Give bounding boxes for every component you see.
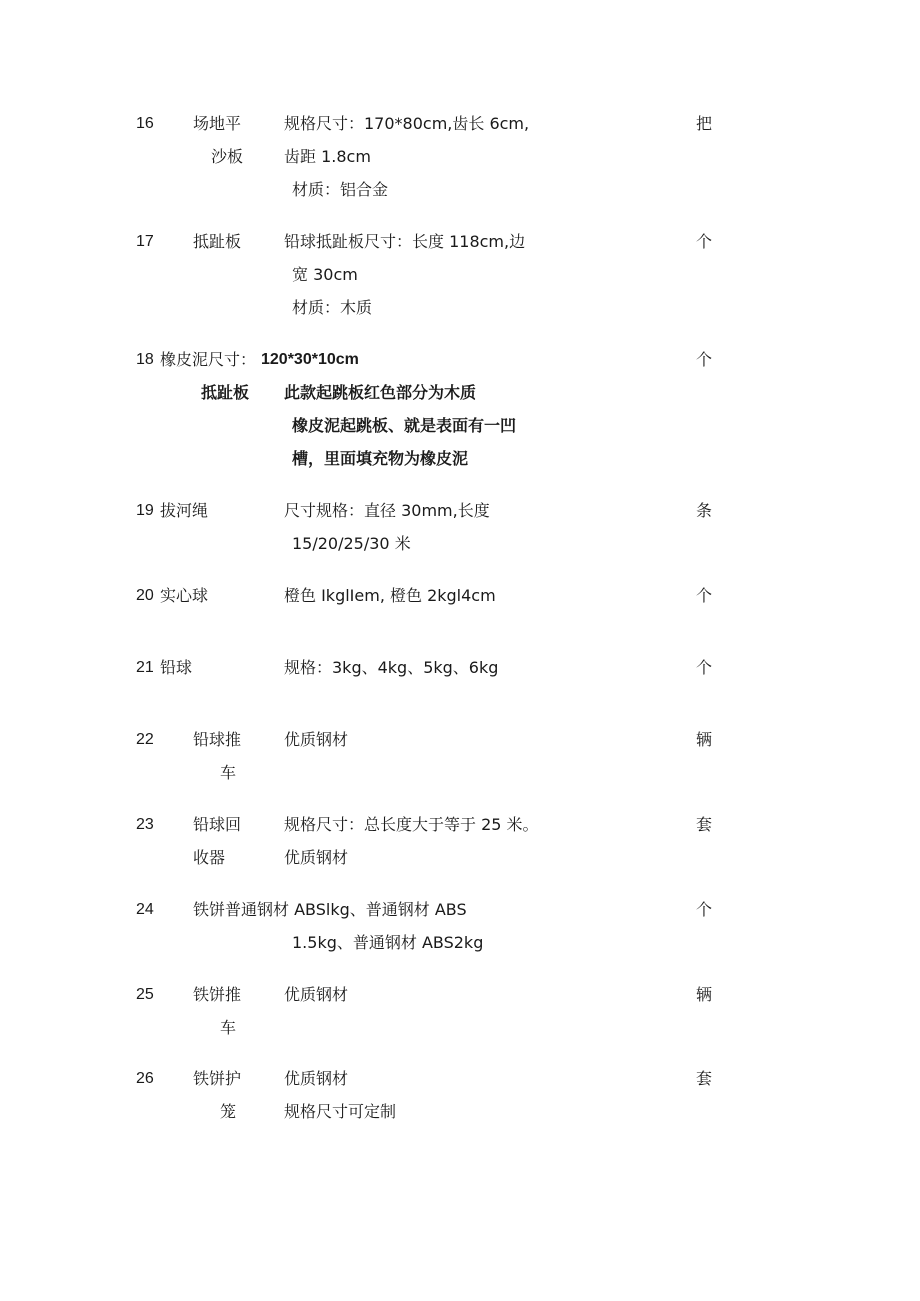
item-description: 橡皮泥起跳板、就是表面有一凹 [292, 416, 517, 435]
item-unit: 个 [696, 350, 713, 369]
item-description: 材质：木质 [292, 298, 373, 317]
item-description: 优质钢材 [284, 985, 349, 1004]
item-unit: 把 [696, 114, 713, 133]
item-unit: 条 [696, 501, 713, 520]
item-number: 26 [136, 1070, 154, 1087]
item-description: 15/20/25/30 米 [292, 534, 411, 553]
item-description: 规格尺寸：170*80cm,齿长 6cm, [284, 114, 530, 133]
item-unit: 个 [696, 900, 713, 919]
item-description: 此款起跳板红色部分为木质 [284, 383, 477, 402]
item-description: 优质钢材 [284, 730, 349, 749]
item-unit: 个 [696, 586, 713, 605]
item-description: 尺寸规格：直径 30mm,长度 [284, 501, 490, 520]
item-unit: 套 [696, 815, 713, 834]
item-number: 20 [136, 587, 154, 604]
item-number: 18 [136, 351, 154, 368]
item-name: 收器 [193, 848, 226, 867]
item-number: 17 [136, 233, 154, 250]
item-description: 橙色 IkglIem, 橙色 2kgl4cm [284, 586, 496, 605]
item-description: 优质钢材 [284, 848, 349, 867]
item-number: 25 [136, 986, 154, 1003]
item-name: 抵趾板 [201, 383, 250, 402]
item-description: 槽，里面填充物为橡皮泥 [292, 449, 469, 468]
item-name: 铅球回 [193, 815, 242, 834]
item-description: 1.5kg、普通钢材 ABS2kg [292, 933, 484, 952]
item-description: 齿距 1.8cm [284, 147, 371, 166]
item-unit: 个 [696, 232, 713, 251]
item-name: 铁饼护 [193, 1069, 242, 1088]
item-name: 铁饼推 [193, 985, 242, 1004]
item-number: 16 [136, 115, 154, 132]
item-number: 22 [136, 731, 154, 748]
item-number: 24 [136, 901, 154, 918]
item-name: 抵趾板 [193, 232, 242, 251]
item-description: 规格：3kg、4kg、5kg、6kg [284, 658, 499, 677]
item-description: 宽 30cm [292, 265, 358, 284]
item-head-size: 120*30*10cm [261, 351, 359, 368]
item-name: 铅球 [160, 658, 193, 677]
item-number: 19 [136, 502, 154, 519]
item-name: 铅球推 [193, 730, 242, 749]
item-name: 实心球 [160, 586, 209, 605]
item-name: 场地平 [193, 114, 242, 133]
item-description: 铅球抵趾板尺寸：长度 118cm,边 [284, 232, 526, 251]
item-name: 沙板 [211, 147, 244, 166]
item-description: 材质：铝合金 [292, 180, 389, 199]
item-head: 橡皮泥尺寸： [160, 350, 257, 369]
item-name: 车 [220, 1018, 237, 1037]
item-name: 车 [220, 763, 237, 782]
item-unit: 套 [696, 1069, 713, 1088]
item-description: 规格尺寸可定制 [284, 1102, 397, 1121]
item-unit: 个 [696, 658, 713, 677]
item-unit: 辆 [696, 985, 713, 1004]
item-number: 21 [136, 659, 154, 676]
item-number: 23 [136, 816, 154, 833]
item-name: 拔河绳 [160, 501, 209, 520]
item-description: 规格尺寸：总长度大于等于 25 米。 [284, 815, 539, 834]
item-name: 笼 [220, 1102, 237, 1121]
item-description: 优质钢材 [284, 1069, 349, 1088]
item-unit: 辆 [696, 730, 713, 749]
item-name: 铁饼普通钢材 ABSlkg、普通钢材 ABS [193, 900, 467, 919]
